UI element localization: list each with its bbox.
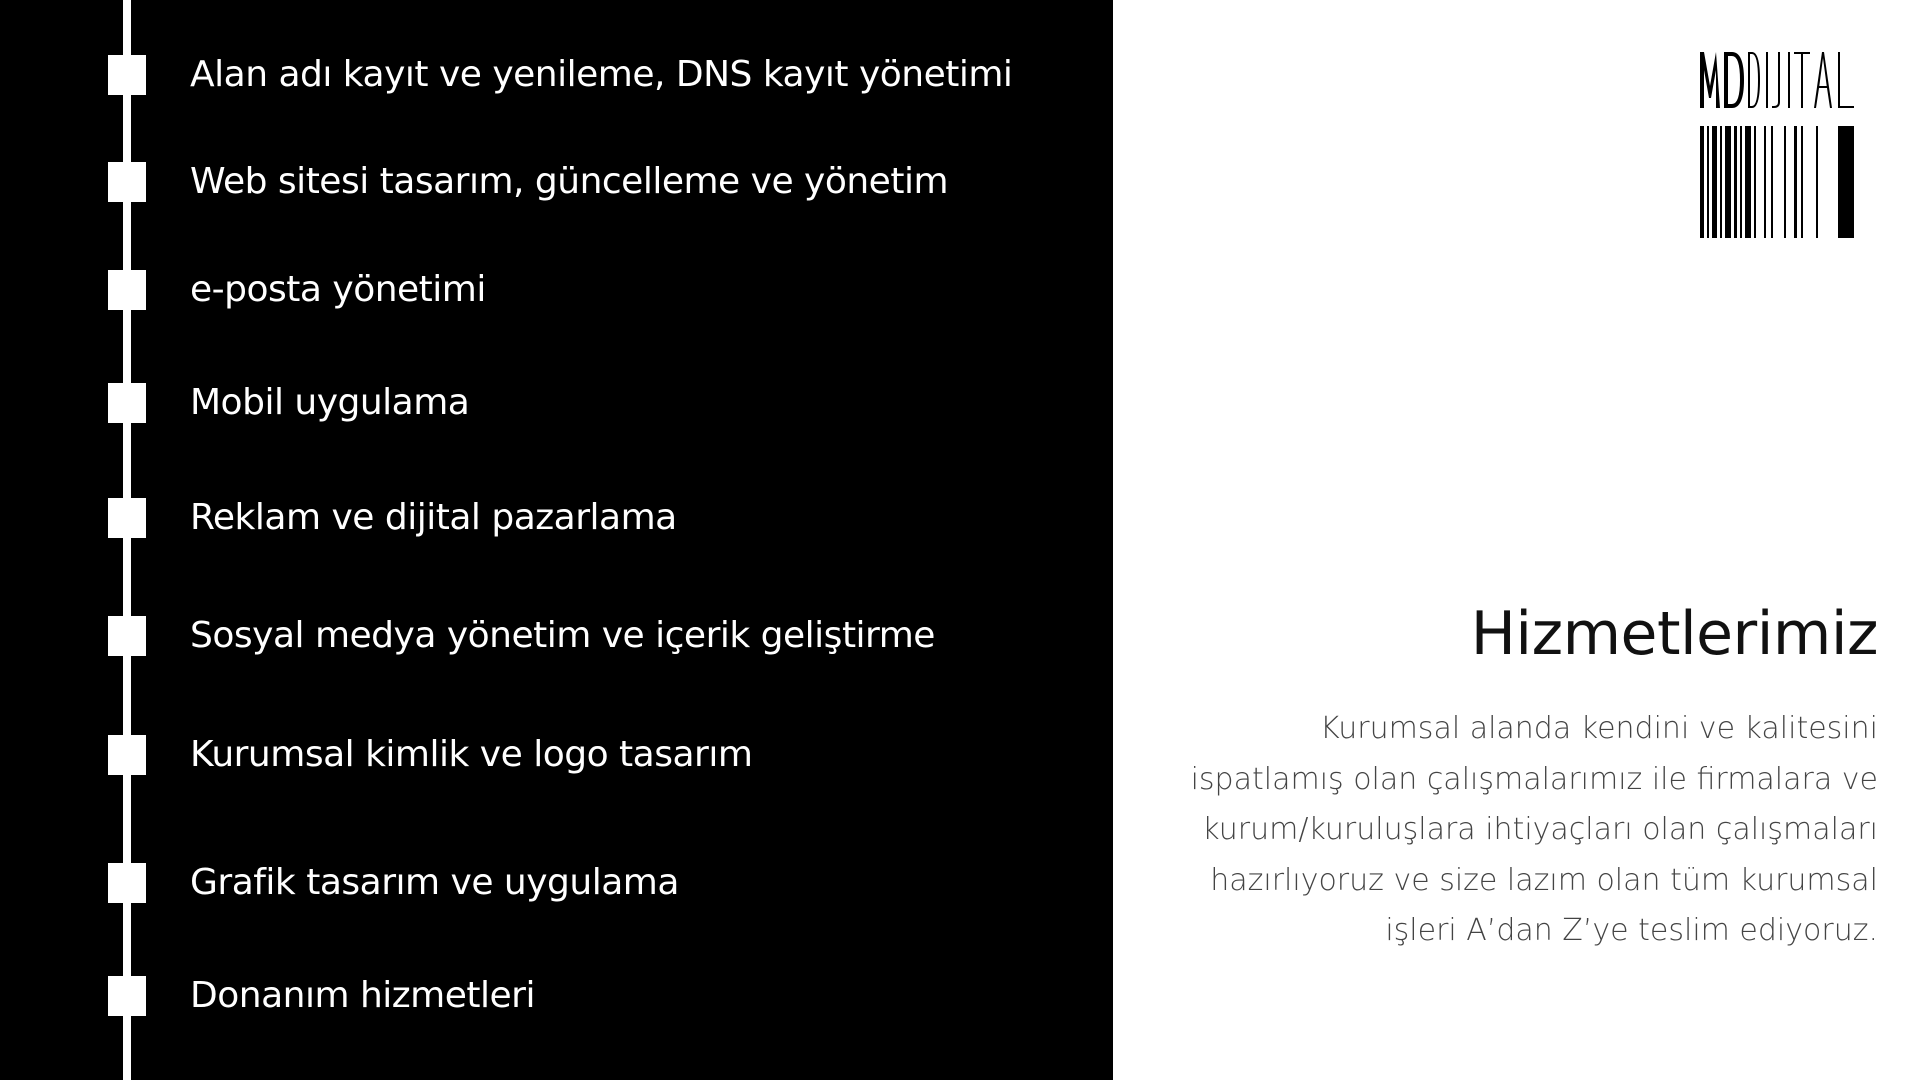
- service-label: e-posta yönetimi: [190, 269, 486, 310]
- bullet-marker: [108, 976, 146, 1016]
- service-label: Mobil uygulama: [190, 382, 470, 423]
- bullet-marker: [108, 498, 146, 538]
- service-item-domain: [0, 55, 1100, 95]
- service-item-corporate-identity: [0, 735, 1100, 775]
- service-item-social-media: [0, 616, 1100, 656]
- brand-logo: [1698, 48, 1858, 240]
- section-description: Kurumsal alanda kendini ve kalitesini ispatlamış olan çalışmalarımız ile firmalara ve kurum/kuruluşlara ihtiyaçları olan çalışmaları hazırlıyoruz ve size lazım olan tüm kurumsal işleri A’dan Z’ye teslim ediyoruz.: [1190, 711, 1878, 948]
- service-item-advertising: [0, 498, 1100, 538]
- service-item-mobile: [0, 383, 1100, 423]
- bullet-marker: [108, 863, 146, 903]
- bullet-marker: [108, 735, 146, 775]
- service-item-email: [0, 270, 1100, 310]
- service-label: Donanım hizmetleri: [190, 975, 535, 1016]
- section-title: Hizmetlerimiz: [1470, 599, 1878, 669]
- bullet-marker: [108, 55, 146, 95]
- service-label: Reklam ve dijital pazarlama: [190, 497, 677, 538]
- service-label: Kurumsal kimlik ve logo tasarım: [190, 734, 753, 775]
- service-label: Grafik tasarım ve uygulama: [190, 862, 679, 903]
- service-label: Sosyal medya yönetim ve içerik geliştirme: [190, 615, 935, 656]
- bullet-marker: [108, 270, 146, 310]
- service-item-graphic-design: [0, 863, 1100, 903]
- service-item-website: [0, 162, 1100, 202]
- service-item-hardware: [0, 976, 1100, 1016]
- service-label: Alan adı kayıt ve yenileme, DNS kayıt yönetimi: [190, 54, 1013, 95]
- bullet-marker: [108, 383, 146, 423]
- bullet-marker: [108, 616, 146, 656]
- bullet-marker: [108, 162, 146, 202]
- service-label: Web sitesi tasarım, güncelleme ve yönetim: [190, 161, 949, 202]
